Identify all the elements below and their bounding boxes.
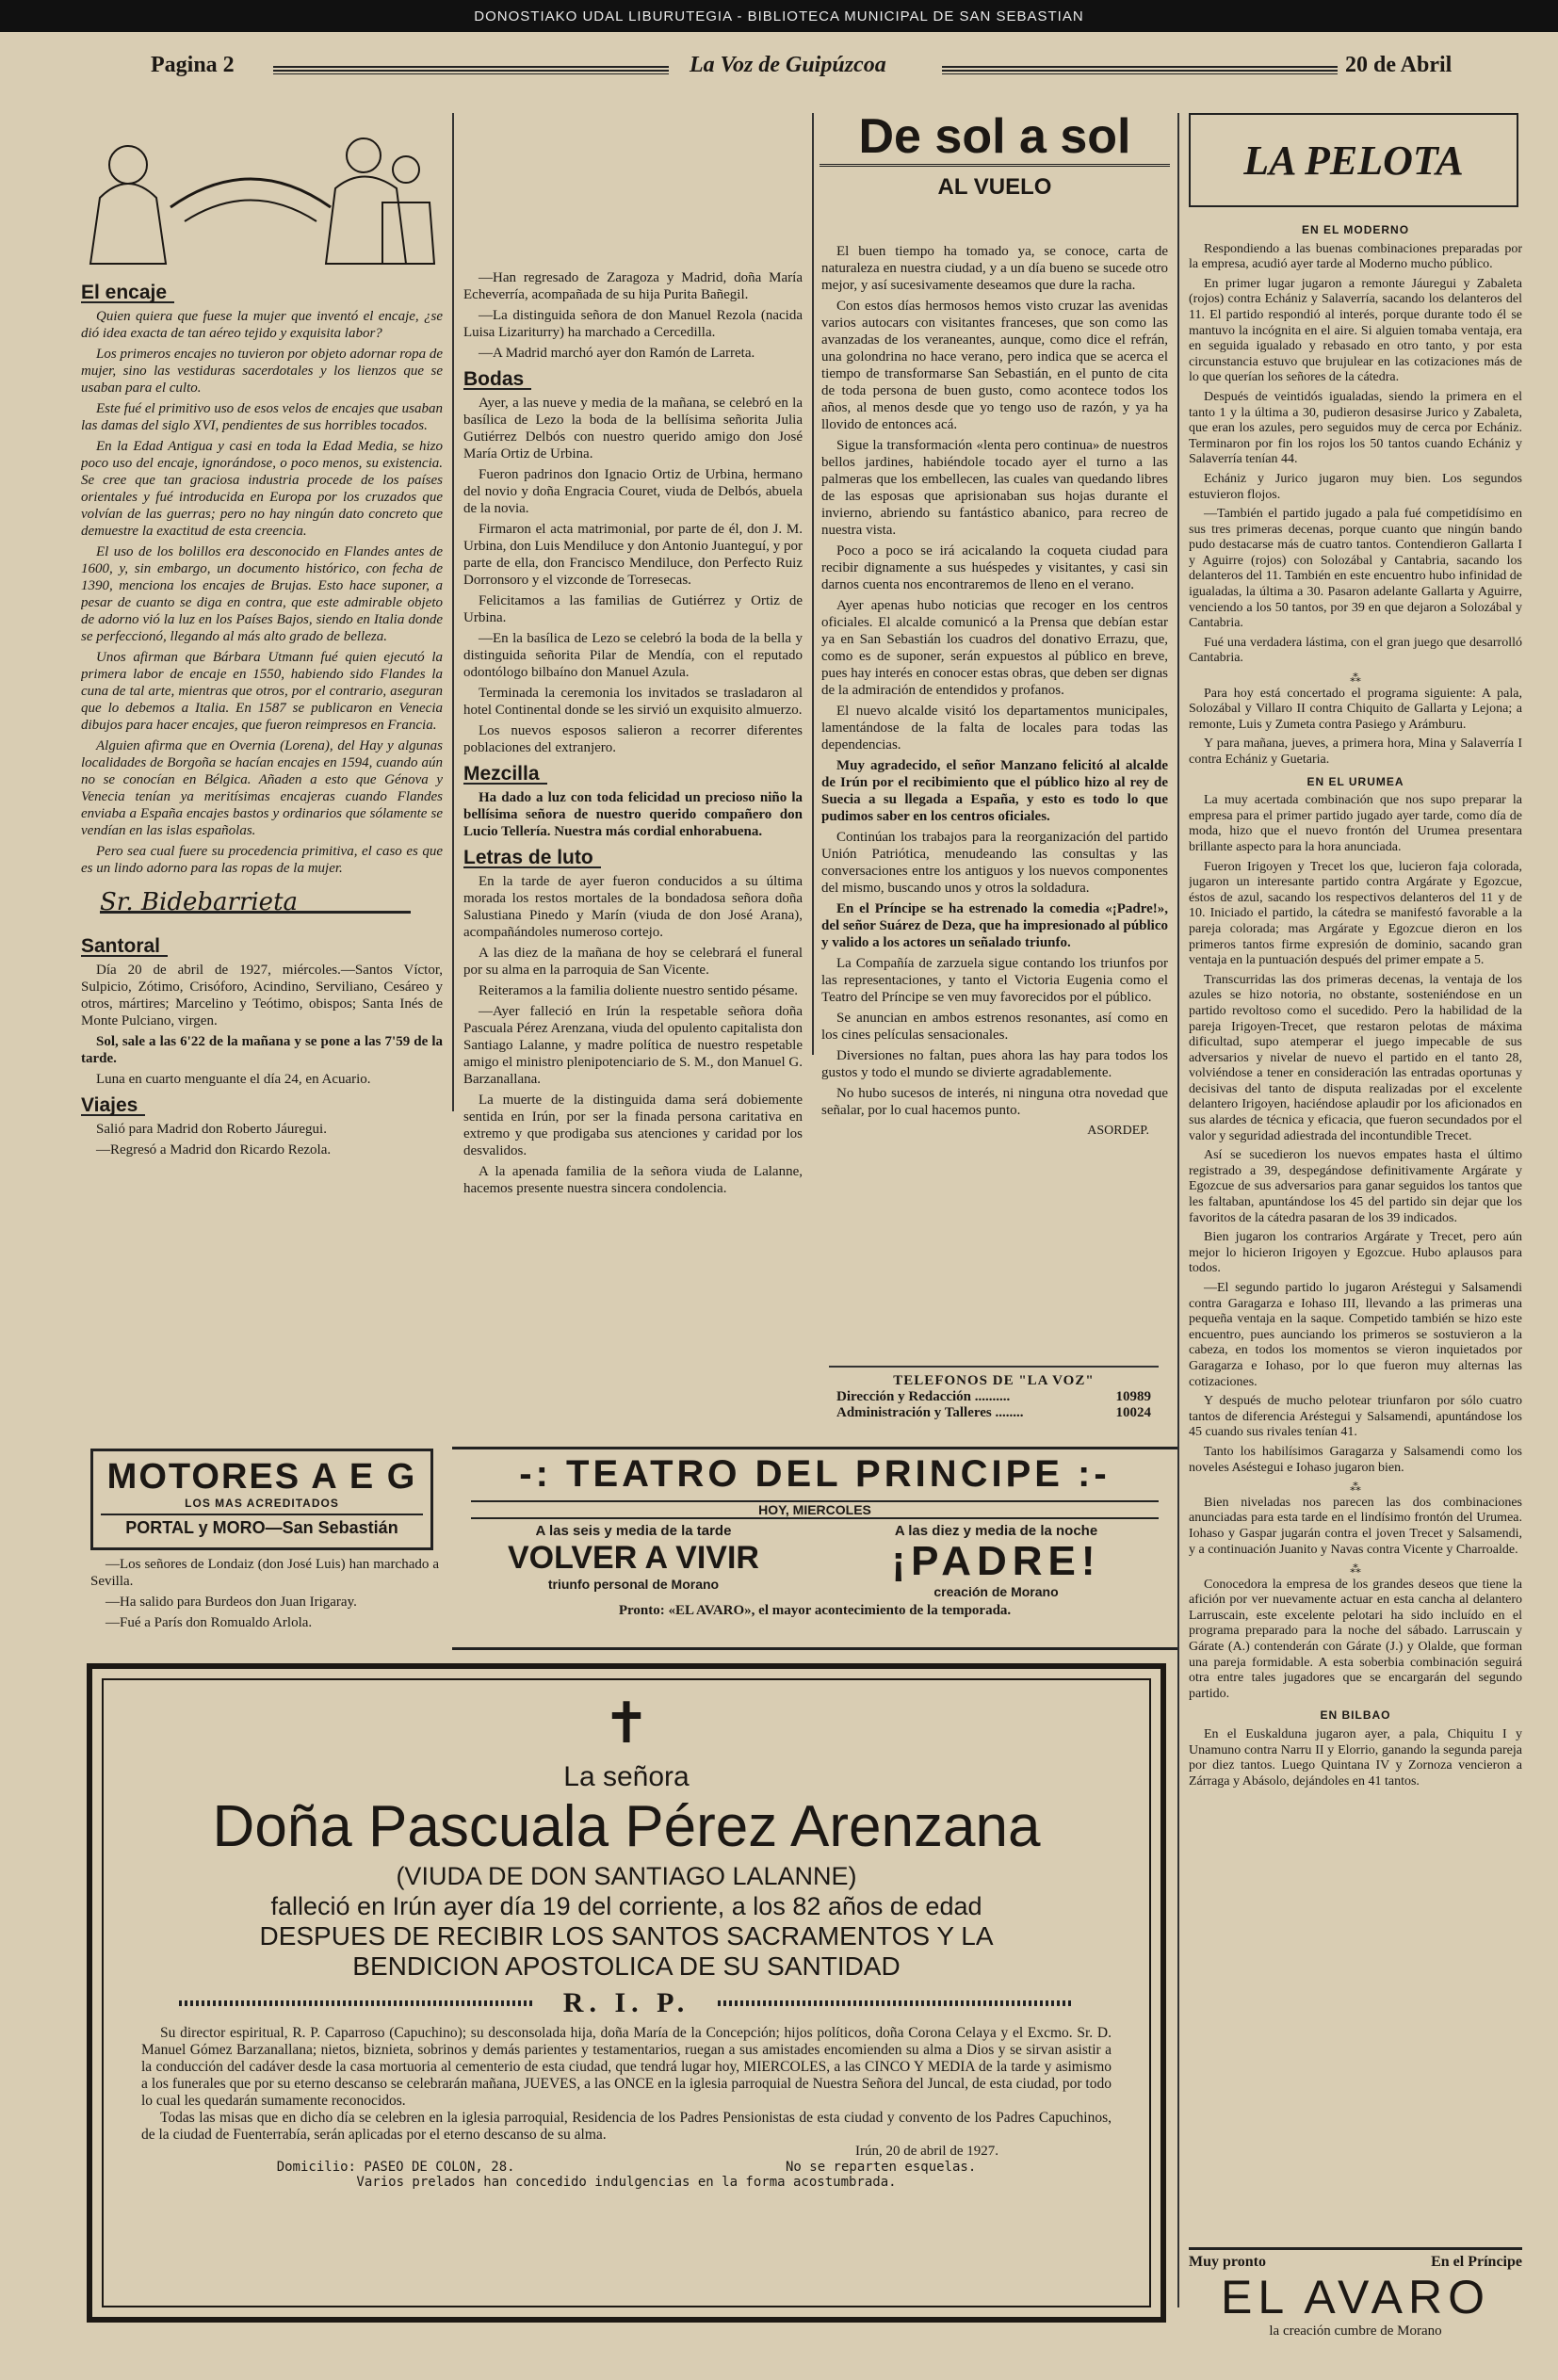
rip-text: R. I. P.: [562, 1987, 690, 2018]
chronicle-paragraph: El nuevo alcalde visitó los departamentos municipales, lamentándose de la falta de locales para todas las dependencias.: [821, 704, 1168, 753]
avaro-header-row: [1189, 2254, 1522, 2271]
chronicle-paragraph: Ayer apenas hubo noticias que recoger en los centros oficiales. El alcalde comunicó a la Prensa que debían estar ya en San Sebastián los cuadros del donativo Errazu, que, como es de suponer, serán expuestos al público en breve, pues hay interés en conocer estas obras, que deben ser dignas de la admiración de entendidos y profanos.: [821, 598, 1168, 698]
pelota-paragraph: Después de veintidós igualadas, siendo la primera en el tanto 1 y la última a 30, pudieron desasirse Jurico y Zabaleta, que eran los azules, pero seguidos muy de cerca por Echániz. Terminaron por fin los rojos los 50 tantos cuando Echániz y Salaverría tenían 44.: [1189, 389, 1522, 467]
pelota-paragraph: —También el partido jugado a pala fué competidísimo en sus tres primeras decenas, porque cuanto que ningún bando pudo destacarse más de cuatro tantos. Contendieron Gallarta I y Aguirre (rojos) con Solozábal y Cantabria, sacando los delanteros del 11. También en este encuentro hubo infinidad de igualadas, la última a 30. Pasaron adelante Gallarta y Aguirre, venciendo a los 50 tantos, por 39 en que dejaron a Solozábal y Cantabria.: [1189, 507, 1522, 631]
column-rule-2: [812, 113, 814, 1055]
obituary-indulgences: Varios prelados han concedido indulgencias en la forma acostumbrada.: [356, 2175, 897, 2190]
luto-title: Letras de luto: [463, 850, 601, 868]
obituary-intro: La señora: [563, 1761, 690, 1792]
chronicle-paragraph: Con estos días hermosos hemos visto cruzar las avenidas varios autocars con visitantes franceses, que son como las avanzadas de los veraneantes, aunque, como dice el refrán, una golondrina no hace verano, pero indica que se acerca el tiempo de transformarse San Sebastián, en el punto de cita de toda persona de buen gusto, como acontece todos los años, al menos desde que yo tengo uso de razón, y ya ha llovido de entonces acá.: [821, 299, 1168, 432]
author-signature: Sr. Bidebarrieta: [100, 894, 411, 914]
encaje-paragraph: Este fué el primitivo uso de esos velos de encajes que usaban las damas del siglo XVI, pendientes de sus horribles tocados.: [81, 401, 443, 433]
avaro-right: En el Príncipe: [1431, 2254, 1522, 2270]
avaro-left: Muy pronto: [1189, 2254, 1266, 2270]
column-subtitle: AL VUELO: [937, 174, 1052, 200]
ad-subtitle: LOS MAS ACREDITADOS: [185, 1497, 339, 1510]
newspaper-name: La Voz de Guipúzcoa: [690, 53, 886, 77]
encaje-paragraph: Quien quiera que fuese la mujer que inventó el encaje, ¿se dió idea exacta de tan aéreo tejido y exquisita labor?: [81, 309, 443, 341]
obituary-footer-row: [141, 2160, 1112, 2175]
phones-rule: [829, 1366, 1159, 1368]
santoral-paragraph: Luna en cuarto menguante el día 24, en Acuario.: [96, 1072, 371, 1087]
social-note: —La distinguida señora de don Manuel Rezola (nacida Luisa Lizariturry) ha marchado a Cercedilla.: [463, 308, 803, 340]
mezcilla-title: Mezcilla: [463, 766, 547, 785]
viajes-title: Viajes: [81, 1097, 145, 1116]
bodas-paragraph: Terminada la ceremonia los invitados se trasladaron al hotel Continental donde se les sirvió un exquisito almuerzo.: [463, 686, 803, 718]
chronicle-paragraph: No hubo sucesos de interés, ni ninguna otra novedad que señalar, por lo cual hacemos punto.: [821, 1086, 1168, 1118]
chronicle-paragraph: Se anuncian en ambos estrenos resonantes, así como en los cines películas sensacionales.: [821, 1011, 1168, 1043]
pelota-paragraph: Bien jugaron los contrarios Argárate y Trecet, pero aún mejor lo hicieron Irigoyen y Egozcue. Hubo aplausos para todos.: [1189, 1230, 1522, 1276]
encaje-paragraph: El uso de los bolillos era desconocido en Flandes antes de 1600, y, sin embargo, un documento histórico, con fecha de 1390, menciona los encajes de Brujas. Esto hace suponer, a pesar de cuanto se diga en contra, que este admirable objeto de adorno vió la luz en los Países Bajos, siendo en Italia donde se perfeccionó, llegando al más alto grado de belleza.: [81, 544, 443, 644]
phone-number: 10024: [1115, 1405, 1151, 1420]
pelota-paragraph: En el Euskalduna jugaron ayer, a pala, Chiquitu I y Unamuno contra Narru II y Elorrio, ganando la segunda pareja por diez tantos. Luego Quintana IV y Zornoza vencieron a Zárraga y Abásolo, dejándoles en 41 tantos.: [1189, 1727, 1522, 1789]
teatro-title: -: TEATRO DEL PRINCIPE :-: [519, 1453, 1111, 1495]
pelota-paragraph: Bien niveladas nos parecen las dos combinaciones anunciadas para esta tarde en el lindísimo frontón del Urumea. Iohaso y Gaspar jugarán contra el joven Trecet y Salsamendi, y a continuación Juanito y Navas contra Vicente y Charroalde.: [1189, 1495, 1522, 1557]
masthead-rule-left: [273, 66, 669, 74]
pelota-paragraph: La muy acertada combinación que nos supo preparar la empresa para el primer partido jugado ayer tarde, como día de moda, hizo que el nuevo frontón del Urumea presentara brillante aspecto para la hora anunciada.: [1189, 793, 1522, 854]
bodas-paragraph: Firmaron el acta matrimonial, por parte de él, don J. M. Urbina, don Luis Mendiluce y don Antonio Juanteguí, y por parte de ella, don Francisco Mendiluce, don Perfecto Ruiz Dorronsoro y el vizconde de Torresecas.: [463, 522, 803, 588]
phone-label: Administración y Talleres ........: [836, 1405, 1024, 1420]
issue-date: 20 de Abril: [1345, 53, 1453, 77]
show-title: ¡PADRE!: [891, 1538, 1101, 1584]
chronicle-paragraph: El buen tiempo ha tomado ya, se conoce, carta de naturaleza en nuestra ciudad, y a un día bueno se sucede otro mejor, y así sucesivamente deseamos que dure la racha.: [821, 244, 1168, 293]
phone-number: 10989: [1115, 1389, 1151, 1404]
obituary-place-date: Irún, 20 de abril de 1927.: [854, 2144, 998, 2159]
luto-paragraph: En la tarde de ayer fueron conducidos a su última morada los restos mortales de la bondadosa señora doña Salustiana Pinedo y Marín (viuda de don José Arana), acompañándoles numeroso cortejo.: [463, 874, 803, 940]
teatro-day: HOY, MIERCOLES: [471, 1500, 1159, 1519]
pelota-paragraph: Fué una verdadera lástima, con el gran juego que desarrolló Cantabria.: [1189, 635, 1522, 666]
luto-paragraph: —Ayer falleció en Irún la respetable señora doña Pascuala Pérez Arenzana, viuda del opulento capitalista don Santiago Lalanne, y madre política de nuestro respetable amigo el ministro plenipotenciario de S. M., don Manuel G. Barzanallana.: [463, 1004, 803, 1087]
santoral-paragraph: Sol, sale a las 6'22 de la mañana y se pone a las 7'59 de la tarde.: [81, 1034, 443, 1066]
obituary-no-cards: No se reparten esquelas.: [785, 2160, 977, 2175]
column-1: [81, 279, 443, 1277]
death-announcement: falleció en Irún ayer día 19 del corriente, a los 82 años de edad: [270, 1892, 982, 1920]
pelota-paragraph: Tanto los habilísimos Garagarza y Salsamendi como los noveles Aséstegui e Iohaso jugaron bien.: [1189, 1444, 1522, 1475]
social-note: —Fué a París don Romualdo Arlola.: [105, 1615, 313, 1630]
ad-title: MOTORES A E G: [106, 1457, 417, 1497]
social-note: —Ha salido para Burdeos don Juan Irigaray.: [105, 1595, 357, 1610]
pelota-paragraph: Conocedora la empresa de los grandes deseos que tiene la afición por ver nuevamente actuar en esta cancha al delantero Larruscain, este excelente pelotari ha sido incluído en el programa preparado para la noche del sábado. Larruscain y Gárate (A.) contenderán con Gárate (J.) y Olalde, que forman una pareja formidable. A esta soberbia combinación seguirá otra entre tales jugadores que se encargarán del segundo partido.: [1189, 1577, 1522, 1701]
teatro-shows: [452, 1523, 1177, 1599]
pelota-paragraph: Y después de mucho pelotear triunfaron por sólo cuatro tantos de diferencia Aréstegui y Salsamendi, apuntándose los 45 cuando sus rivales tenían 41.: [1189, 1394, 1522, 1440]
phones-box: [829, 1373, 1159, 1421]
encaje-paragraph: En la Edad Antigua y casi en toda la Edad Media, se hizo poco uso del encaje, ignorándose, o poco menos, su existencia. Se cree que tan graciosa industria procede de los países orientales y fué introducida en Europa por los cruzados que volvían de las guerras; pero no hay ningún dato concreto que demuestre la exactitud de esta creencia.: [81, 439, 443, 539]
social-note: —Los señores de Londaiz (don José Luis) han marchado a Sevilla.: [90, 1557, 439, 1589]
phone-row: [836, 1405, 1151, 1421]
column-2: [463, 269, 803, 1447]
santoral-title: Santoral: [81, 938, 168, 957]
encaje-paragraph: Unos afirman que Bárbara Utmann fué quien ejecutó la primera labor de encaje en 1550, habiendo sido Flandes la cuna de tal arte, mientras que otros, por el contrario, aseguran que lo debemos a Italia. En 1587 se publicaron en Venecia dibujos para hacer encajes, que fueron reimpresos en Francia.: [81, 650, 443, 733]
pelota-paragraph: Fueron Irigoyen y Trecet los que, lucieron faja colorada, jugaron un interesante partido contra Argárate y Egozcue, éstos de azul, sacando los respectivos delanteros del 11 y de 10. Iniciado el partido, la cátedra se manifestó favorable a la pareja colorada; mas Argárate y Egozcue dieron en los primeros tantos firme expresión de dominio, sacando gran ventaja en la puntuación después del primer empate a 5.: [1189, 859, 1522, 968]
show-note: triunfo personal de Morano: [547, 1577, 720, 1592]
masthead-rule-right: [942, 66, 1338, 74]
santoral-paragraph: Día 20 de abril de 1927, miércoles.—Santos Víctor, Sulpicio, Zótimo, Crisóforo, Acindino, Serviliano, Cesáreo y otros, mártires; Marcelino y Teótimo, obispos; Santa Inés de Monte Pulciano, virgen.: [81, 963, 443, 1028]
widow-of: (VIUDA DE DON SANTIAGO LALANNE): [396, 1862, 857, 1890]
viajes-paragraph: Salió para Madrid don Roberto Jáuregui.: [96, 1122, 327, 1137]
bodas-paragraph: Ayer, a las nueve y media de la mañana, se celebró en la basílica de Lezo la boda de la bellísima señorita Julia Gutiérrez Delbós con nuestro querido amigo don José María Ortiz de Urbina.: [463, 396, 803, 461]
separator-asterism: ⁂: [1350, 1481, 1361, 1495]
moderno-subhead: EN EL MODERNO: [1301, 223, 1410, 236]
chronicle-paragraph: La Compañía de zarzuela sigue contando los triunfos por las representaciones, y tanto el Victoria Eugenia como el Teatro del Príncipe se ven muy favorecidos por el público.: [821, 956, 1168, 1005]
chronicle-paragraph: Continúan los trabajos para la reorganización del partido Unión Patriótica, menudeando las consultas y las conversaciones entre los antiguos y los nuevos componentes del mismo, buscando unos y otros la soldadura.: [821, 830, 1168, 896]
chronicle-paragraph: Poco a poco se irá acicalando la coqueta ciudad para recibir dignamente a sus huéspedes y visitantes, y casi sin darnos cuenta nos encontraremos de lleno en el verano.: [821, 543, 1168, 592]
avaro-note: la creación cumbre de Morano: [1269, 2323, 1442, 2339]
phone-label: Dirección y Redacción ..........: [836, 1389, 1011, 1404]
cross-icon: ✝: [602, 1691, 651, 1757]
luto-paragraph: A la apenada familia de la señora viuda de Lalanne, hacemos presente nuestra sincera condolencia.: [463, 1164, 803, 1196]
pelota-paragraph: Transcurridas las dos primeras decenas, la ventaja de los azules se hizo notoria, no obstante, sosteniéndose en un partido revoltoso como el sucedido. Pero la habilidad de la pareja Irigoyen-Trecet, que restaron pelotas de máxima dificultad, supo atemperar el juego impecable de sus adversarios y nivelar de nuevo el partido en el tanto 28, volviéndose a tener en consideración las entradas oportunas y decisivas del tanto de disputa realizadas por el excelente delantero Irigoyen, haciéndose aplaudir por los aficionados en sus alardes de técnica y eficacia, que fueron secundados por el valor y seguridad adiestrada del incontundible Trecet.: [1189, 972, 1522, 1143]
rip-rule: [179, 2000, 535, 2006]
bodas-paragraph: Fueron padrinos don Ignacio Ortiz de Urbina, hermano del novio y doña Engracia Couret, viuda de Delbós, abuela de la novia.: [463, 467, 803, 516]
de-sol-a-sol-header: [820, 109, 1170, 201]
deceased-name: Doña Pascuala Pérez Arenzana: [212, 1794, 1041, 1859]
luto-paragraph: La muerte de la distinguida dama será dobiemente sentida en Irún, por ser la finada persona caritativa en extremo y que prodigaba sus atenciones y caridad por los desvalidos.: [463, 1093, 803, 1158]
chronicle-paragraph: Sigue la transformación «lenta pero continua» de nuestros bellos jardines, habiéndole tocado ayer el turno a las palmeras que los embellecen, las cuales van quedando libres de las esposas que aprisionaban sus hojas durante el invierno, abriendo su fantástico abanico, para recreo de nuestra vista.: [821, 438, 1168, 538]
pelota-paragraph: Así se sucedieron los nuevos empates hasta el último registrado a 39, despegándose definitivamente Argárate y Egozcue de sus adversarios para ganar seguidos los tantos que les faltaban, apuntándose los 45 del partido sin dejar que los favoritos de la cátedra pasaran de los 39 indicados.: [1189, 1148, 1522, 1225]
bodas-paragraph: —En la basílica de Lezo se celebró la boda de la bella y distinguida señorita Pilar de Mendía, con el reputado odontólogo bilbaíno don Manuel Azula.: [463, 631, 803, 680]
mezcilla-paragraph: Ha dado a luz con toda felicidad un precioso niño la bellísima señora de nuestro querido compañero don Lucio Tellería. Nuestra más cordial enhorabuena.: [463, 790, 803, 839]
social-note: —Han regresado de Zaragoza y Madrid, doña María Echeverría, acompañada de su hija Purita Bañegil.: [463, 270, 803, 302]
phone-row: [836, 1389, 1151, 1405]
encaje-article: [81, 308, 443, 877]
viajes-paragraph: —Regresó a Madrid don Ricardo Rezola.: [96, 1142, 332, 1158]
urumea-subhead: EN EL URUMEA: [1306, 774, 1404, 788]
pelota-paragraph: En primer lugar jugaron a remonte Jáuregui y Zabaleta (rojos) contra Echániz y Salaverría, sacando los delanteros del 11. El partido respondió al interés, porque durante todo él se mantuvo la incógnita en el aire. Si alguien tomaba ventaja, era en seguida igualado y rebasado en otro tanto, y por esta circunstancia estuvo que brujulear en las cotizaciones más de lo que querían los señores de la cátedra.: [1189, 276, 1522, 385]
luto-paragraph: Reiteramos a la familia doliente nuestro sentido pésame.: [479, 983, 799, 998]
sacraments-line: DESPUES DE RECIBIR LOS SANTOS SACRAMENTOS Y LA: [259, 1921, 994, 1951]
separator-asterism: ⁂: [1350, 1562, 1361, 1577]
la-pelota-header: LA PELOTA: [1189, 113, 1518, 207]
pelota-paragraph: Respondiendo a las buenas combinaciones preparadas por la empresa, acudió ayer tarde al Moderno mucho público.: [1189, 241, 1522, 272]
ad-address: PORTAL y MORO—San Sebastián: [101, 1514, 423, 1538]
show-title: VOLVER A VIVIR: [507, 1540, 759, 1576]
avaro-title: EL AVARO: [1220, 2271, 1491, 2323]
teatro-ad: [452, 1447, 1177, 1650]
sociedad-header-illustration: [81, 113, 439, 273]
bodas-paragraph: Felicitamos a las familias de Gutiérrez y Ortiz de Urbina.: [463, 593, 803, 625]
bodas-paragraph: Los nuevos esposos salieron a recorrer diferentes poblaciones del extranjero.: [463, 723, 803, 755]
encaje-paragraph: Pero sea cual fuere su procedencia primitiva, el caso es que es un lindo adorno para las ropas de la mujer.: [81, 844, 443, 876]
chronicle-paragraph: En el Príncipe se ha estrenado la comedia «¡Padre!», del señor Suárez de Deza, que ha impresionado al público y valido a los actores un señalado triunfo.: [821, 901, 1168, 950]
encaje-paragraph: Alguien afirma que en Overnia (Lorena), del Hay y algunas localidades de Borgoña se hacían encajes en 1594, cuando aún no se conocían en Bélgica. Añaden a esto que Génova y Venecia tenían ya meritísimas encajeras cuando Flandes enviaba a España encajes bastos y ordinarios que sólamente se vendían en las islas españolas.: [81, 738, 443, 838]
bilbao-subhead: EN BILBAO: [1320, 1708, 1391, 1723]
encaje-paragraph: Los primeros encajes no tuvieron por objeto adornar ropa de mujer, sino las vestiduras sacerdotales y los lienzos que se usaban para el culto.: [81, 347, 443, 396]
motores-aeg-ad: [90, 1449, 433, 1550]
pelota-paragraph: —El segundo partido lo jugaron Aréstegui y Salsamendi contra Garagarza e Iohaso III, llevando a las primeras una pequeña ventaja en la saque. Competido también se hizo este encuentro, pues aunciando los primeros se sostuvieron a la cabeza, en todos los momentos se vieron inquietados por Garagarza e Iohaso, por lo que fueron muy alternas las cotizaciones.: [1189, 1281, 1522, 1389]
column-rule-1: [452, 113, 454, 1111]
column-4: [1189, 217, 1522, 2242]
show-time: A las seis y media de la tarde: [535, 1523, 732, 1539]
teatro-show-right: [827, 1523, 1166, 1599]
obituary-masses: Todas las misas que en dicho día se celebren en la iglesia parroquial, Residencia de los Padres Pensionistas de esta ciudad y convento de los Padres Capuchinos, de la ciudad de Fuenterrabía, serán aplicadas por el eterno descanso de su alma.: [141, 2110, 1112, 2143]
luto-paragraph: A las diez de la mañana de hoy se celebrará el funeral por su alma en la parroquia de San Vicente.: [463, 946, 803, 978]
encaje-title: El encaje: [81, 284, 174, 303]
separator-asterism: ⁂: [1350, 672, 1361, 686]
el-avaro-ad: [1189, 2247, 1522, 2354]
column-title: De sol a sol: [820, 109, 1170, 167]
chronicle-paragraph: Muy agradecido, el señor Manzano felicitó al alcalde de Irún por el recibimiento que el público hizo al rey de Suecia a su llegada a España, y esto es todo lo que pudimos saber en los centros oficiales.: [821, 758, 1168, 824]
column-3: [821, 243, 1168, 1185]
column-rule-3: [1177, 113, 1179, 2307]
archive-banner: DONOSTIAKO UDAL LIBURUTEGIA - BIBLIOTECA MUNICIPAL DE SAN SEBASTIAN: [0, 0, 1558, 32]
pelota-paragraph: Y para mañana, jueves, a primera hora, Mina y Salaverría I contra Echániz y Guetaria.: [1189, 737, 1522, 767]
obituary-domicile: Domicilio: PASEO DE COLON, 28.: [276, 2160, 515, 2175]
obituary-inner: [102, 1678, 1151, 2307]
blessing-line: BENDICION APOSTOLICA DE SU SANTIDAD: [352, 1951, 901, 1981]
teatro-show-left: [464, 1523, 803, 1599]
social-note: —A Madrid marchó ayer don Ramón de Larreta.: [479, 346, 755, 361]
phones-title: TELEFONOS DE "LA VOZ": [893, 1373, 1095, 1388]
show-time: A las diez y media de la noche: [894, 1523, 1098, 1539]
rip-rule: [718, 2000, 1074, 2006]
obituary-body: Su director espiritual, R. P. Caparroso (Capuchino); su desconsolada hija, doña María de la Concepción; hijos políticos, doña Corona Celaya y el Excmo. Sr. D. Manuel Gómez Barzanallana; nietos, biznieta, sobrinos y demás parientes y testamentarios, ruegan a sus amistades encomienden su alma a Dios y se sirvan asistir a la conducción del cadáver desde la casa mortuoria al cementerio de esta ciudad, que tendrá lugar hoy, MIERCOLES, a las CINCO Y MEDIA de la tarde y asimismo a los funerales que por su eterno descanso se celebrarán mañana, JUEVES, a las ONCE en la iglesia parroquial de Nuestra Señora del Juncal, de esta ciudad, por todo lo cual les quedarán sumamente reconocidos.: [141, 2025, 1112, 2109]
show-note: creación de Morano: [933, 1584, 1059, 1599]
page-number: Pagina 2: [151, 53, 235, 77]
obituary-box: [87, 1663, 1166, 2323]
teatro-soon: Pronto: «EL AVARO», el mayor acontecimiento de la temporada.: [618, 1603, 1012, 1618]
pelota-paragraph: Echániz y Jurico jugaron muy bien. Los segundos estuvieron flojos.: [1189, 471, 1522, 502]
chronicle-signature: ASORDEP.: [1087, 1124, 1149, 1138]
pelota-paragraph: Para hoy está concertado el programa siguiente: A pala, Solozábal y Villaro II contra Chiquito de Gallarta y Lejona; a remonte, Luis y Zumeta contra Pasiego y Arámburu.: [1189, 686, 1522, 732]
rip-row: [179, 1987, 1074, 2019]
chronicle-paragraph: Diversiones no faltan, pues ahora las hay para todos los gustos y todo el mundo se divierte agradablemente.: [821, 1048, 1168, 1080]
bodas-title: Bodas: [463, 371, 531, 390]
col1-bottom-notes: [90, 1556, 439, 1641]
